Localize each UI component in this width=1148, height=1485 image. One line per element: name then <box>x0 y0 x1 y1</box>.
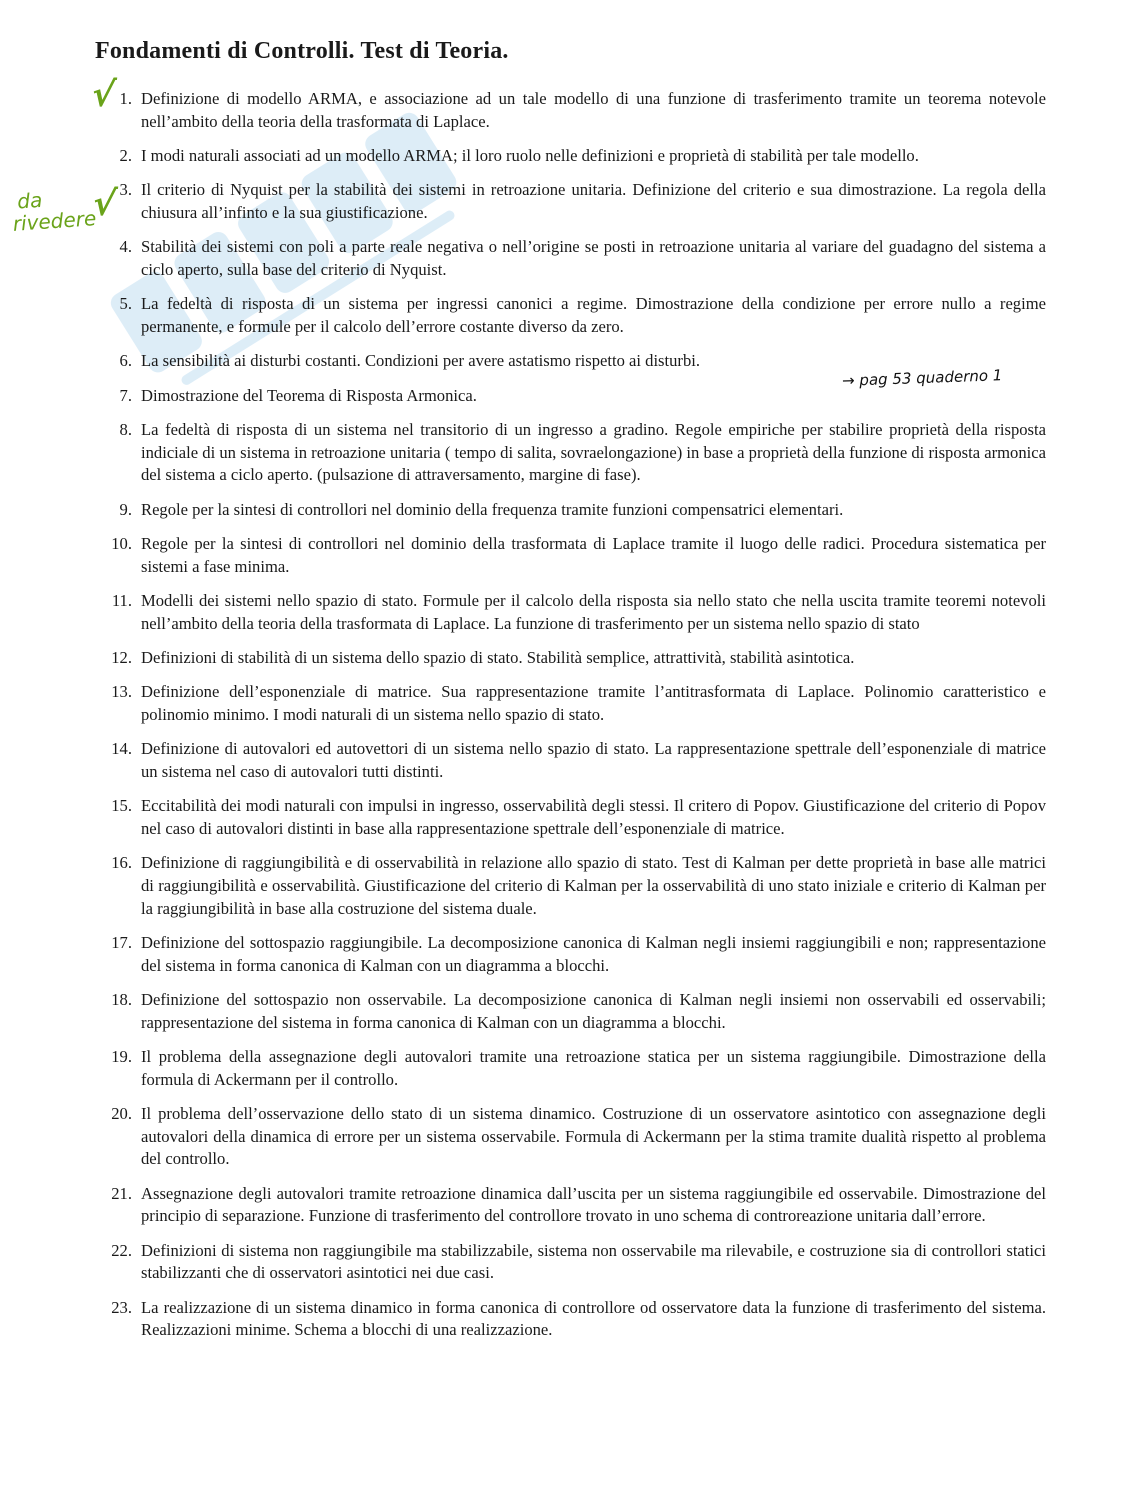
item-number: 1. <box>119 89 132 108</box>
item-number: 6. <box>119 351 132 371</box>
list-item <box>0 647 1148 670</box>
item-number: 17. <box>111 932 132 952</box>
item-text: Definizione di modello ARMA, e associazione ad un tale modello di una funzione di trasferimento tramite un teorema notevole nell’ambito della teoria della trasformata di Laplace. <box>141 89 1046 131</box>
item-number: 16. <box>111 853 132 873</box>
list-item <box>0 795 1148 840</box>
item-number: 2. <box>119 146 132 165</box>
question-list <box>0 88 1148 1354</box>
item-number: 9. <box>119 499 132 519</box>
check-mark-icon: √ <box>89 75 118 115</box>
item-number: 21. <box>111 1183 132 1203</box>
list-item <box>0 1240 1148 1285</box>
item-text: La fedeltà di risposta di un sistema nel transitorio di un ingresso a gradino. Regole empiriche per stabilire proprietà della risposta indiciale di un sistema in retroazione unitaria ( tempo di salita, sovraelongazione) in base a proprietà della funzione di risposta armonica del sistema a ciclo aperto. (pulsazione di attraversamento, margine di fase). <box>141 419 1046 485</box>
list-item <box>0 88 1148 133</box>
list-item <box>0 385 1148 408</box>
item-number: 13. <box>111 682 132 702</box>
item-text: Regole per la sintesi di controllori nel dominio della frequenza tramite funzioni compensatrici elementari. <box>141 499 844 519</box>
list-item <box>0 989 1148 1034</box>
item-number: 5. <box>119 294 132 314</box>
item-text: Definizione del sottospazio non osservabile. La decomposizione canonica di Kalman negli insiemi non osservabili ed osservabili; rappresentazione del sistema in forma canonica di Kalman con un diagramma a blocchi. <box>141 989 1046 1032</box>
list-item <box>0 932 1148 977</box>
item-number: 19. <box>111 1046 132 1066</box>
item-text: Stabilità dei sistemi con poli a parte reale negativa o nell’origine se posti in retroazione unitaria al variare del guadagno del sistema a ciclo aperto, sulla base del criterio di Nyquist. <box>141 237 1046 279</box>
list-item <box>0 419 1148 487</box>
list-item <box>0 499 1148 522</box>
item-number: 11. <box>111 590 132 610</box>
item-text: Modelli dei sistemi nello spazio di stato. Formule per il calcolo della risposta sia nello stato che nella uscita tramite teoremi notevoli nell’ambito della teoria della trasformata di Laplace. La funzione di trasferimento per un sistema nello spazio di stato <box>141 590 1046 633</box>
list-item <box>0 293 1148 338</box>
item-text: La fedeltà di risposta di un sistema per ingressi canonici a regime. Dimostrazione della condizione per errore nullo a regime permanente, e formule per il calcolo dell’errore costante diverso da zero. <box>141 294 1046 336</box>
item-number: 8. <box>119 419 132 439</box>
item-number: 15. <box>111 796 132 816</box>
list-item <box>0 1297 1148 1342</box>
item-text: La realizzazione di un sistema dinamico in forma canonica di controllore od osservatore data la funzione di trasferimento del sistema. Realizzazioni minime. Schema a blocchi di una realizzazione. <box>141 1297 1046 1340</box>
item-text: Eccitabilità dei modi naturali con impulsi in ingresso, osservabilità degli stessi. Il critero di Popov. Giustificazione del criterio di Popov nel caso di autovalori distinti in base alla rappresentazione spettrale dell’esponenziale di matrice. <box>141 796 1046 838</box>
item-number: 12. <box>111 647 132 667</box>
list-item <box>0 738 1148 783</box>
item-text: Assegnazione degli autovalori tramite retroazione dinamica dall’uscita per un sistema raggiungibile ed osservabile. Dimostrazione del principio di separazione. Funzione di trasferimento del controllore trovato in uno schema di controreazione unitaria dall’errore. <box>141 1183 1046 1226</box>
list-item <box>0 179 1148 224</box>
item-number: 18. <box>111 989 132 1009</box>
item-text: Definizioni di sistema non raggiungibile ma stabilizzabile, sistema non osservabile ma rilevabile, e costruzione sia di controllori statici stabilizzanti che di osservatori asintotici nei due casi. <box>141 1240 1046 1283</box>
item-text: Definizione del sottospazio raggiungibile. La decomposizione canonica di Kalman negli insiemi raggiungibili e non; rappresentazione del sistema in forma canonica di Kalman con un diagramma a blocchi. <box>141 932 1046 975</box>
item-number: 14. <box>111 739 132 759</box>
item-text: Il problema della assegnazione degli autovalori tramite una retroazione statica per un sistema raggiungibile. Dimostrazione della formula di Ackermann per il controllo. <box>141 1046 1046 1089</box>
check-mark-icon: √ <box>90 184 119 224</box>
item-text: Dimostrazione del Teorema di Risposta Armonica. <box>141 385 477 405</box>
list-item <box>0 681 1148 726</box>
list-item <box>0 1183 1148 1228</box>
item-number: 23. <box>111 1297 132 1317</box>
note-line: da <box>16 187 44 214</box>
list-item <box>0 1103 1148 1171</box>
item-number: 22. <box>111 1240 132 1260</box>
handwritten-note-page-ref: → pag 53 quaderno 1 <box>841 366 1003 390</box>
item-text: Regole per la sintesi di controllori nel dominio della trasformata di Laplace tramite il luogo delle radici. Procedura sistematica per sistemi a fase minima. <box>141 533 1046 576</box>
item-number: 7. <box>119 385 132 405</box>
item-text: Definizione di autovalori ed autovettori di un sistema nello spazio di stato. La rappresentazione spettrale dell’esponenziale di matrice un sistema nel caso di autovalori tutti distinti. <box>141 739 1046 781</box>
list-item <box>0 236 1148 281</box>
item-number: 20. <box>111 1103 132 1123</box>
list-item <box>0 145 1148 168</box>
item-text: Definizione di raggiungibilità e di osservabilità in relazione allo spazio di stato. Test di Kalman per dette proprietà in base alle matrici di raggiungibilità e osservabilità. Giustificazione del criterio di Kalman per la osservabilità di uno stato iniziale e criterio di Kalman per la raggiungibilità in base alla costruzione del sistema duale. <box>141 853 1046 918</box>
item-text: Definizioni di stabilità di un sistema dello spazio di stato. Stabilità semplice, attrattività, stabilità asintotica. <box>141 647 855 667</box>
page-title: Fondamenti di Controlli. Test di Teoria. <box>95 38 509 64</box>
item-number: 3. <box>119 180 132 200</box>
item-text: Definizione dell’esponenziale di matrice. Sua rappresentazione tramite l’antitrasformata di Laplace. Polinomio caratteristico e polinomio minimo. I modi naturali di un sistema nello spazio di stato. <box>141 682 1046 724</box>
item-text: La sensibilità ai disturbi costanti. Condizioni per avere astatismo rispetto ai disturbi. <box>141 351 701 371</box>
item-text: I modi naturali associati ad un modello ARMA; il loro ruolo nelle definizioni e proprietà di stabilità per tale modello. <box>141 146 919 165</box>
item-text: Il problema dell’osservazione dello stato di un sistema dinamico. Costruzione di un osservatore asintotico con assegnazione degli autovalori della dinamica di errore per un sistema osservabile. Formula di Ackermann per la stima tramite dualità rispetto al problema del controllo. <box>141 1103 1046 1169</box>
list-item <box>0 533 1148 578</box>
note-line: rivedere <box>12 206 97 236</box>
handwritten-note-rivedere <box>11 185 97 235</box>
item-text: Il criterio di Nyquist per la stabilità dei sistemi in retroazione unitaria. Definizione del criterio e sua dimostrazione. La regola della chiusura all’infinto e la sua giustificazione. <box>141 180 1046 222</box>
list-item <box>0 852 1148 920</box>
list-item <box>0 1046 1148 1091</box>
item-number: 10. <box>111 533 132 553</box>
list-item <box>0 590 1148 635</box>
item-number: 4. <box>119 237 132 257</box>
